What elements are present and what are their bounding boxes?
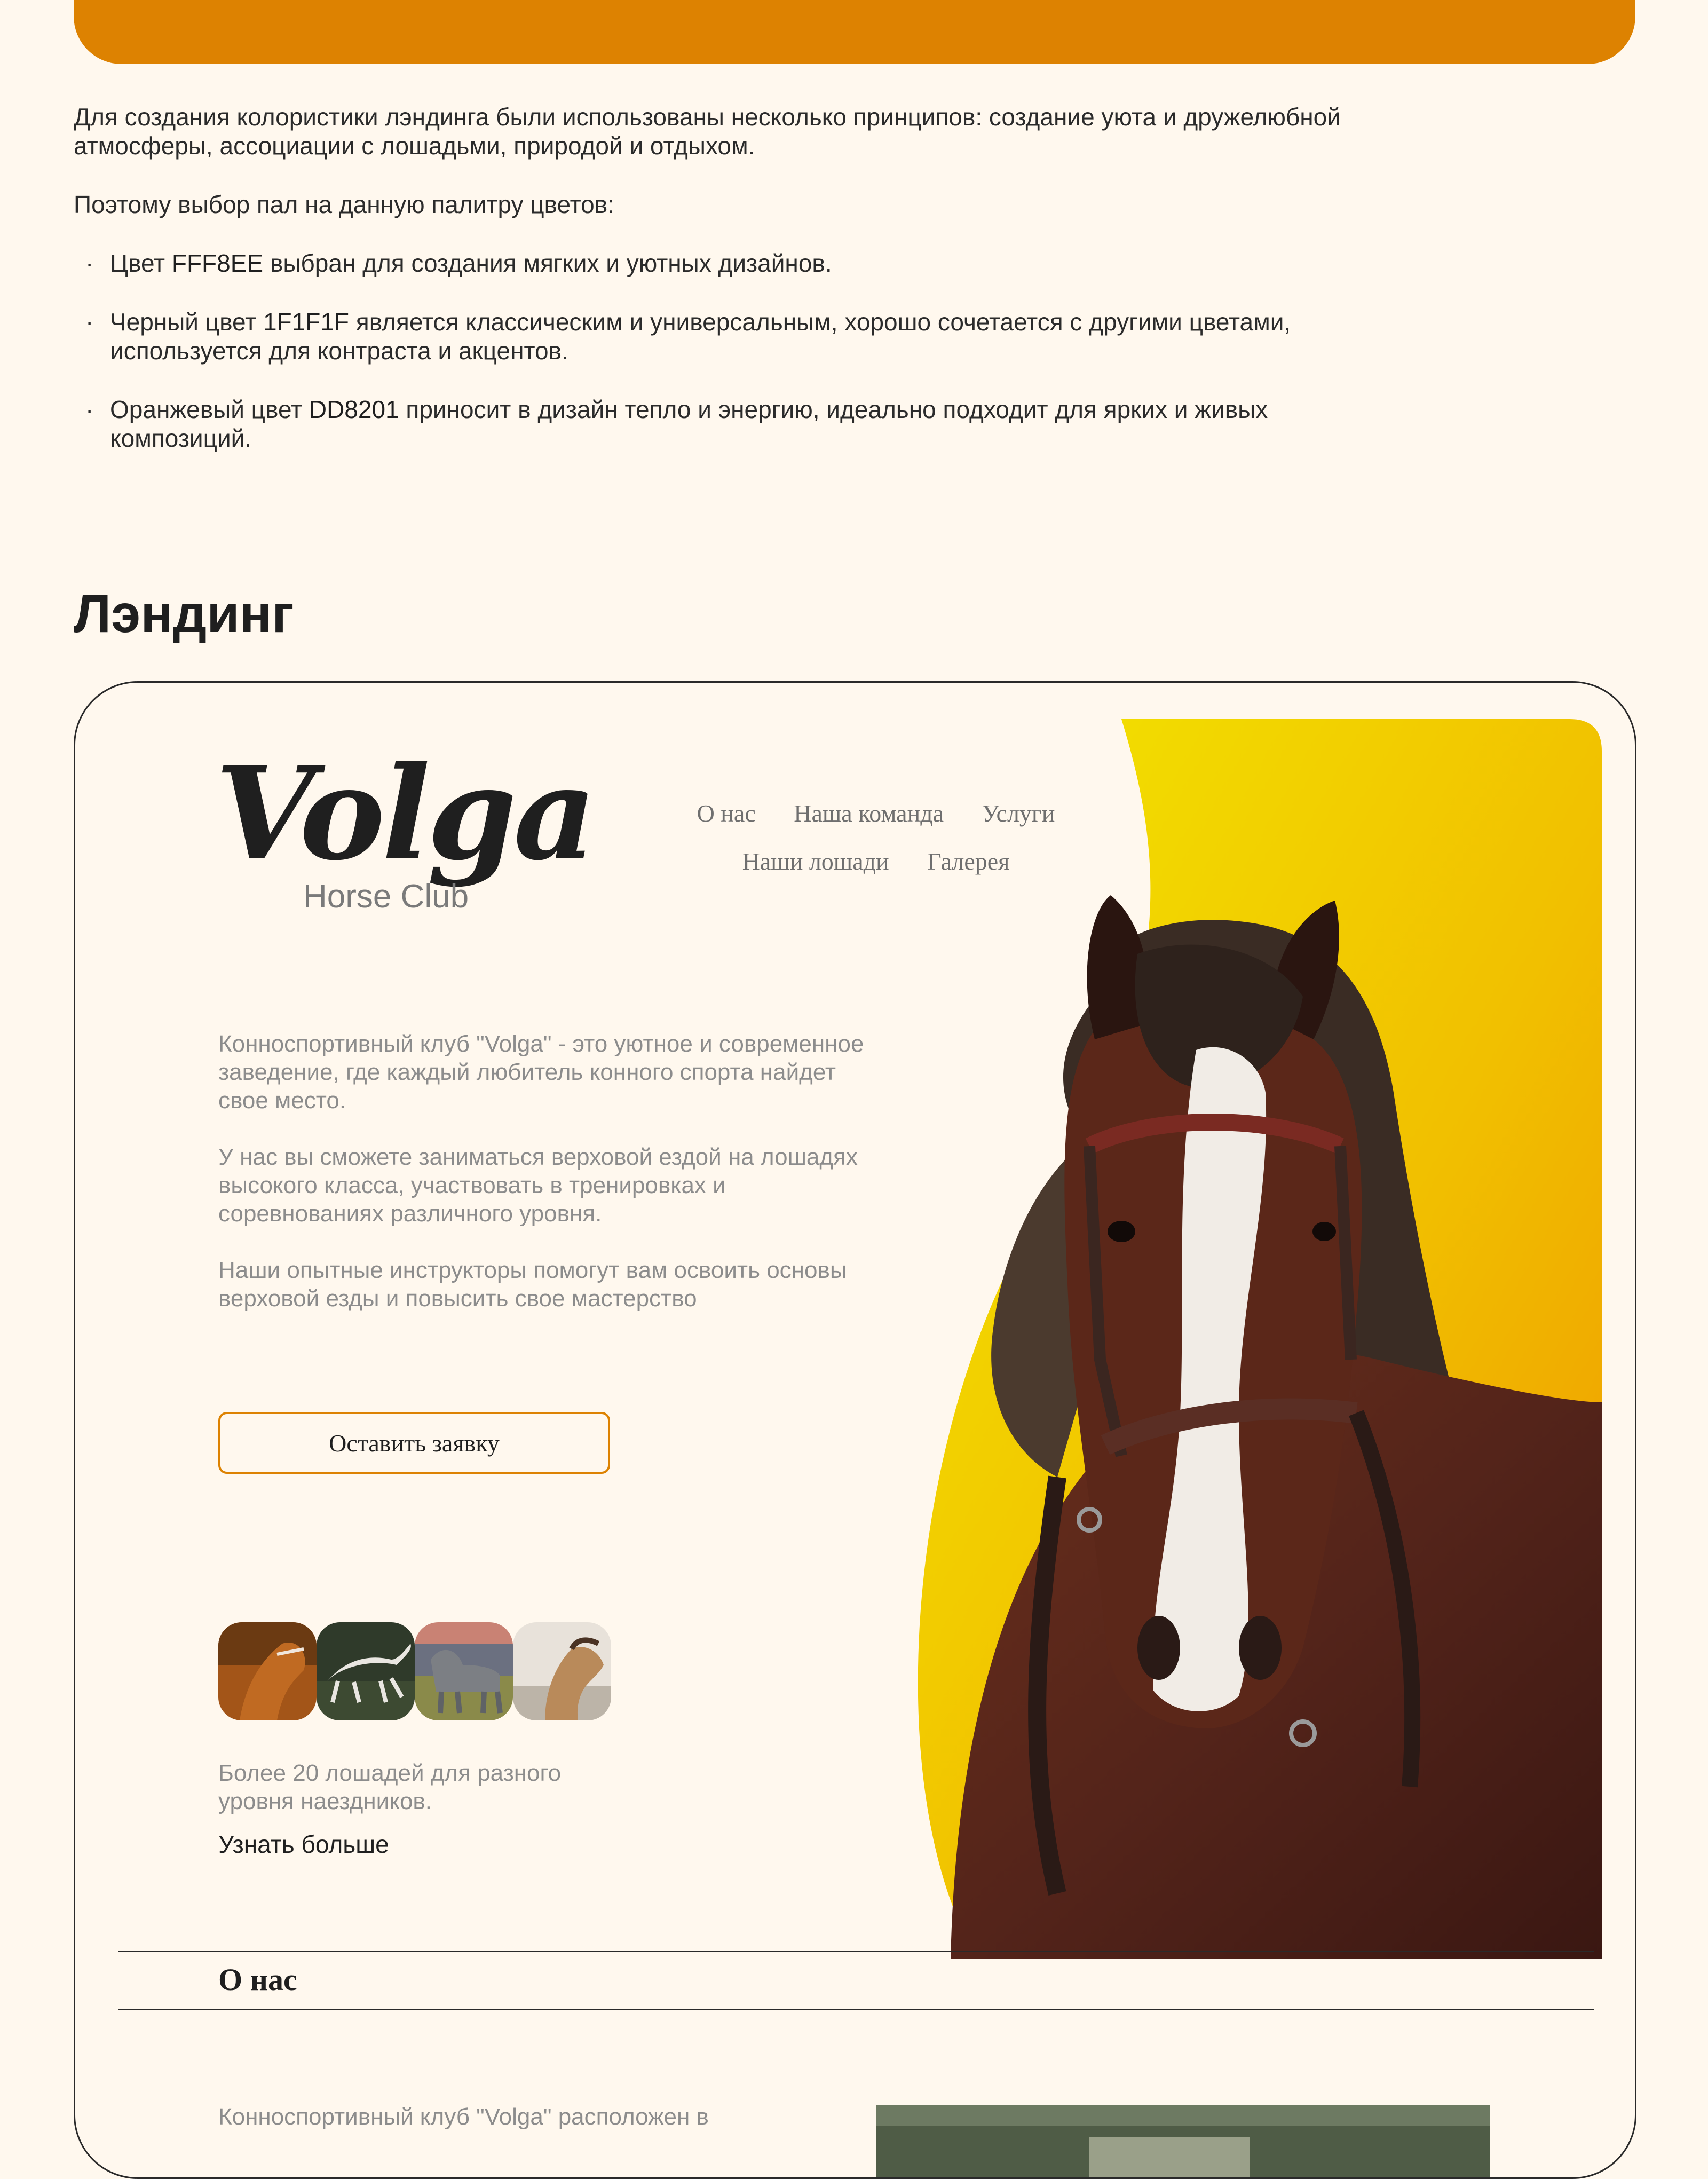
palette-item-suffix: приносит в дизайн тепло и энергию, идеально подходит для ярких и живых композиций. — [110, 396, 1268, 452]
logo[interactable] — [215, 738, 594, 915]
hero-description — [218, 1030, 891, 1341]
palette-item-prefix: Черный цвет — [110, 308, 263, 336]
palette-list — [74, 249, 1355, 453]
intro-paragraph-1: Для создания колористики лэндинга были использованы несколько принципов: создание уюта и дружелюбной атмосферы, ассоциации с лошадьми, природой и отдыхом. — [74, 103, 1341, 160]
landing-mockup — [74, 681, 1636, 2179]
logo-subtitle: Horse Club — [303, 878, 469, 915]
horse-thumbnail-white[interactable] — [317, 1622, 415, 1720]
nav-item-horses[interactable]: Наши лошади — [742, 848, 889, 875]
hero-paragraph-1: Конноспортивный клуб "Volga" - это уютное и современное заведение, где каждый любитель конного спорта найдет свое место. — [218, 1031, 864, 1114]
hero-horse-image — [897, 719, 1602, 1959]
horse-thumbnail-chestnut[interactable] — [218, 1622, 317, 1720]
hex-code: 1F1F1F — [263, 308, 349, 336]
nav-row-1 — [636, 790, 1116, 838]
hex-code: DD8201 — [309, 396, 399, 423]
about-text: Конноспортивный клуб "Volga" расположен в — [218, 2104, 709, 2130]
hero-paragraph-3: Наши опытные инструкторы помогут вам освоить основы верховой езды и повысить свое мастерство — [218, 1257, 847, 1312]
palette-description — [74, 102, 1355, 483]
hero-paragraph-2: У нас вы сможете заниматься верховой ездой на лошадях высокого класса, участвовать в тренировках и соревнованиях различного уровня. — [218, 1144, 858, 1227]
about-photo — [876, 2105, 1490, 2179]
palette-item-dark — [74, 307, 1355, 365]
intro-paragraph-2: Поэтому выбор пал на данную палитру цветов: — [74, 191, 614, 218]
horse-thumbnail-dun[interactable] — [513, 1622, 611, 1720]
nav-item-gallery[interactable]: Галерея — [927, 848, 1010, 875]
horses-count-text: Более 20 лошадей для разного уровня наездников. — [218, 1760, 562, 1814]
horse-thumbnails — [218, 1622, 613, 1720]
color-swatch-banner — [74, 0, 1635, 64]
divider — [118, 2009, 1594, 2010]
section-title: Лэндинг — [74, 584, 294, 644]
main-nav — [636, 790, 1116, 886]
nav-item-team[interactable]: Наша команда — [794, 800, 944, 827]
hex-code: FFF8EE — [171, 249, 264, 277]
palette-item-prefix: Оранжевый цвет — [110, 396, 309, 423]
divider — [118, 1951, 1594, 1952]
palette-item-suffix: является классическим и универсальным, хорошо сочетается с другими цветами, используется для контраста и акцентов. — [110, 308, 1291, 365]
learn-more-link[interactable]: Узнать больше — [218, 1830, 389, 1858]
nav-row-2 — [636, 838, 1116, 886]
horse-thumbnail-grey[interactable] — [415, 1622, 513, 1720]
nav-item-services[interactable]: Услуги — [982, 800, 1055, 827]
palette-item-suffix: выбран для создания мягких и уютных дизайнов. — [263, 249, 832, 277]
palette-item-orange — [74, 395, 1355, 453]
nav-item-about[interactable]: О нас — [697, 800, 756, 827]
palette-item-prefix: Цвет — [110, 249, 172, 277]
logo-wordmark: Volga — [215, 738, 594, 889]
about-heading: О нас — [218, 1962, 297, 1997]
palette-item-light — [74, 249, 1355, 278]
request-button[interactable]: Оставить заявку — [218, 1412, 610, 1474]
